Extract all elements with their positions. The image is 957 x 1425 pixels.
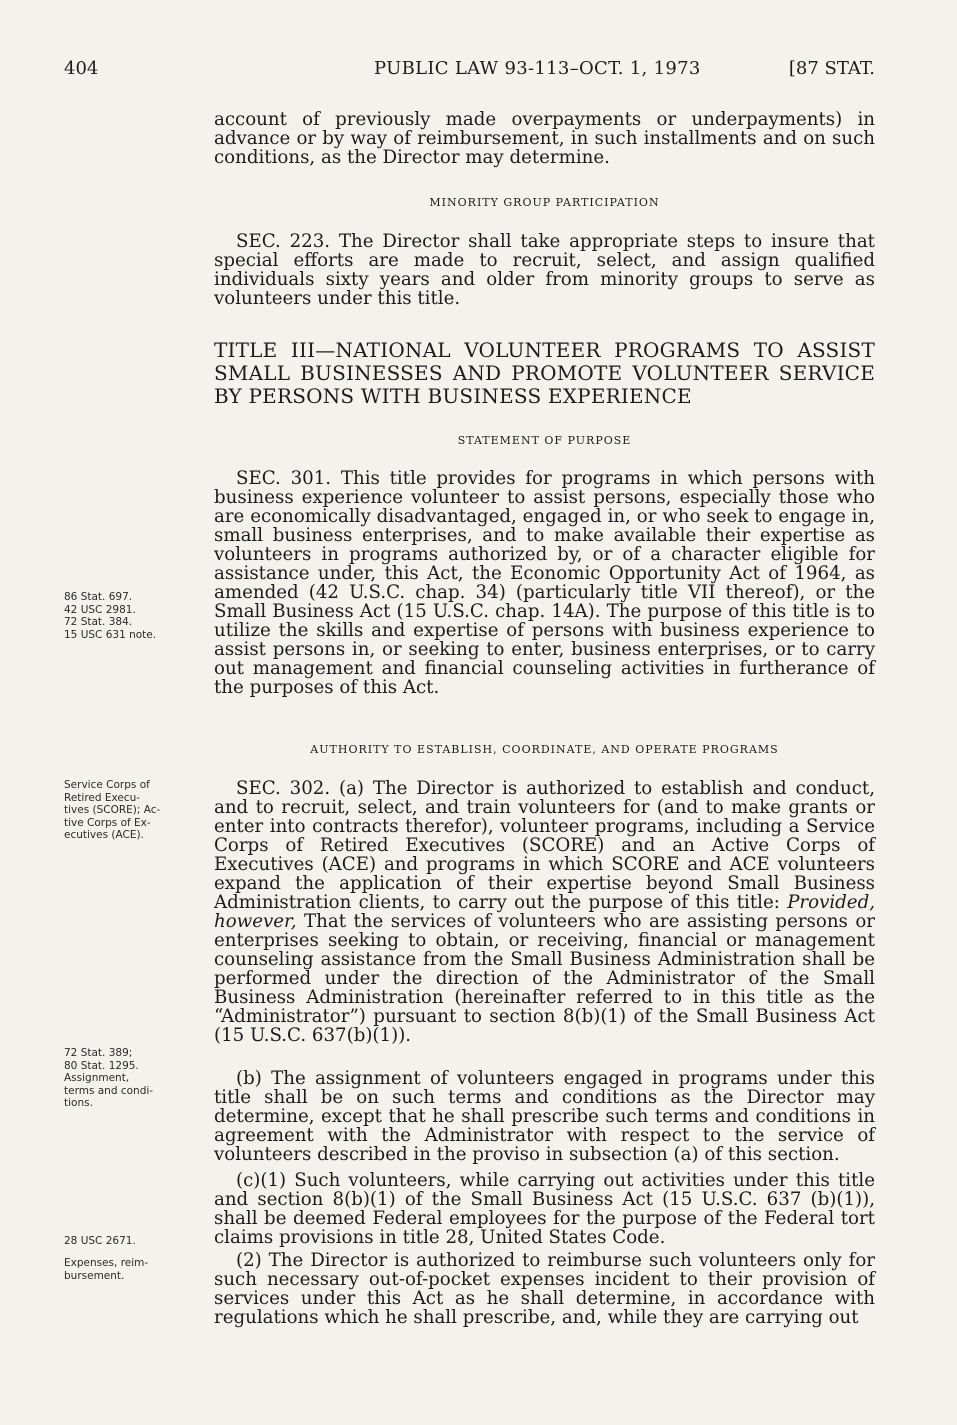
section-heading-authority: AUTHORITY TO ESTABLISH, COORDINATE, AND OPERATE PROGRAMS xyxy=(310,743,779,756)
section-302c2-paragraph: (2) The Director is authorized to reimburse such volunteers only for such necessary out-of-pocket expenses incident to their provision of services under this Act as he shall determine, in accordance with regulations which he shall prescribe, and, while they are carrying out xyxy=(214,1250,875,1328)
main-text xyxy=(214,0,875,1425)
section-heading-minority: MINORITY GROUP PARTICIPATION xyxy=(429,196,660,209)
section-302a-text: (a) The Director is authorized to establish and conduct, and to recruit, select, and train volunteers for (and to make grants or enter into contracts therefor), volunteer programs, including a Service Corps of Retired Executives (SCORE) and an Active Corps of Executives (ACE) and programs in which SCORE and ACE volunteers expand the application of their expertise beyond Small Business Administration clients, to carry out the purpose of this title: xyxy=(214,778,875,913)
section-223-paragraph xyxy=(214,232,875,308)
margin-note-28usc: 28 USC 2671. xyxy=(64,1235,136,1247)
section-223-label: SEC. 223. xyxy=(236,231,331,252)
page-number: 404 xyxy=(64,58,99,79)
section-302-label: SEC. 302. xyxy=(236,778,331,799)
section-301-paragraph xyxy=(214,469,875,697)
margin-note-citations: 86 Stat. 697. 42 USC 2981. 72 Stat. 384. 15 USC 631 note. xyxy=(64,591,157,641)
statute-reference: [87 STAT. xyxy=(788,58,875,79)
section-301-label: SEC. 301. xyxy=(236,468,332,489)
section-302b-paragraph: (b) The assignment of volunteers engaged in programs under this title shall be on such terms and conditions as the Director may determine, except that he shall prescribe such terms and conditions in agreement with the Administrator with respect to the service of volunteers described in the proviso in subsection (a) of this section. xyxy=(214,1068,875,1165)
section-223-text: The Director shall take appropriate steps to insure that special efforts are made to recruit, select, and assign qualified individuals sixty years and older from minority groups to serve as volunteers under this title. xyxy=(214,231,875,309)
proviso-italic: Provided, however, xyxy=(214,892,875,932)
running-title: PUBLIC LAW 93-113–OCT. 1, 1973 xyxy=(374,58,701,79)
section-302c1-paragraph: (c)(1) Such volunteers, while carrying out activities under this title and section 8(b)(1) of the Small Business Act (15 U.S.C. 637 (b)(1)), shall be deemed Federal employees for the purpose of the Federal tort claims provisions in title 28, United States Code. xyxy=(214,1170,875,1248)
margin-note-expenses: Expenses, reim- bursement. xyxy=(64,1257,149,1282)
section-302a-text-end: That the services of volunteers who are assisting persons or enterprises seeking to obtain, or receiving, financial or management counseling assistance from the Small Business Administration shall be performed under the direction of the Administrator of the Small Business Administration (hereinafter referred to in this title as the “Administrator”) pursuant to section 8(b)(1) of the Small Business Act (15 U.S.C. 637(b)(1)). xyxy=(214,911,875,1046)
section-301-text: This title provides for programs in which persons with business experience volunteer to assist persons, especially those who are economically disadvantaged, engaged in, or who seek to engage in, small business enterprises, and to make available their expertise as volunteers in programs authorized by, or of a character eligible for assistance under, this Act, the Economic Opportunity Act of 1964, as amended (42 U.S.C. chap. 34) (particularly title VII thereof), or the Small Business Act (15 U.S.C. chap. 14A). The purpose of this title is to utilize the skills and expertise of persons with business experience to assist persons in, or seeking to enter, business enterprises, or to carry out management and financial counseling activities in furtherance of the purposes of this Act. xyxy=(214,468,875,698)
title-iii-heading: TITLE III—NATIONAL VOLUNTEER PROGRAMS TO ASSIST SMALL BUSINESSES AND PROMOTE VOLUNTEER SERVICE BY PERSONS WITH BUSINESS EXPERIENCE xyxy=(214,338,875,408)
section-302a-paragraph xyxy=(214,779,875,1045)
margin-note-score-ace: Service Corps of Retired Execu- tives (SCORE); Ac- tive Corps of Ex- ecutives (ACE). xyxy=(64,779,161,841)
intro-paragraph: account of previously made overpayments or underpayments) in advance or by way of reimbursement, in such installments and on such conditions, as the Director may determine. xyxy=(214,109,875,168)
margin-note-assignment: 72 Stat. 389; 80 Stat. 1295. Assignment, terms and condi- tions. xyxy=(64,1047,154,1109)
section-heading-purpose: STATEMENT OF PURPOSE xyxy=(457,434,632,447)
